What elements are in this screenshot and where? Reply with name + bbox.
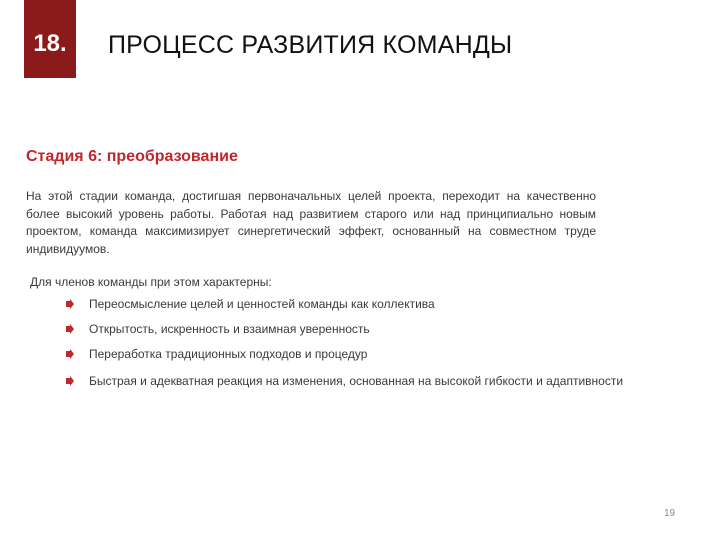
- list-item: [66, 346, 626, 362]
- list-item: [66, 321, 626, 337]
- trait-text: Открытость, искренность и взаимная уверенность: [89, 322, 370, 336]
- intro-paragraph: На этой стадии команда, достигшая первоначальных целей проекта, переходит на качественно более высокий уровень работы. Работая над развитием старого или над принципиально новым проектом, команда максимизирует синергетический эффект, основанный на совместном труде индивидуумов.: [26, 189, 596, 256]
- trait-text: Быстрая и адекватная реакция на изменения, основанная на высокой гибкости и адаптивности: [89, 374, 624, 388]
- list-item: [66, 373, 626, 389]
- traits-list: [66, 296, 626, 389]
- arrow-bullet-icon: [66, 373, 76, 389]
- arrow-bullet-icon: [66, 296, 76, 312]
- trait-text: Переосмысление целей и ценностей команды как коллектива: [89, 297, 435, 311]
- list-item: [66, 296, 626, 312]
- list-lead: Для членов команды при этом характерны:: [30, 275, 272, 289]
- stage-title: Стадия 6: преобразование: [26, 148, 238, 165]
- slide-number: 18.: [33, 30, 67, 57]
- arrow-bullet-icon: [66, 346, 76, 362]
- arrow-bullet-icon: [66, 321, 76, 337]
- slide-title: ПРОЦЕСС РАЗВИТИЯ КОМАНДЫ: [108, 31, 513, 59]
- page-number: 19: [664, 508, 676, 519]
- trait-text: Переработка традиционных подходов и процедур: [89, 347, 368, 361]
